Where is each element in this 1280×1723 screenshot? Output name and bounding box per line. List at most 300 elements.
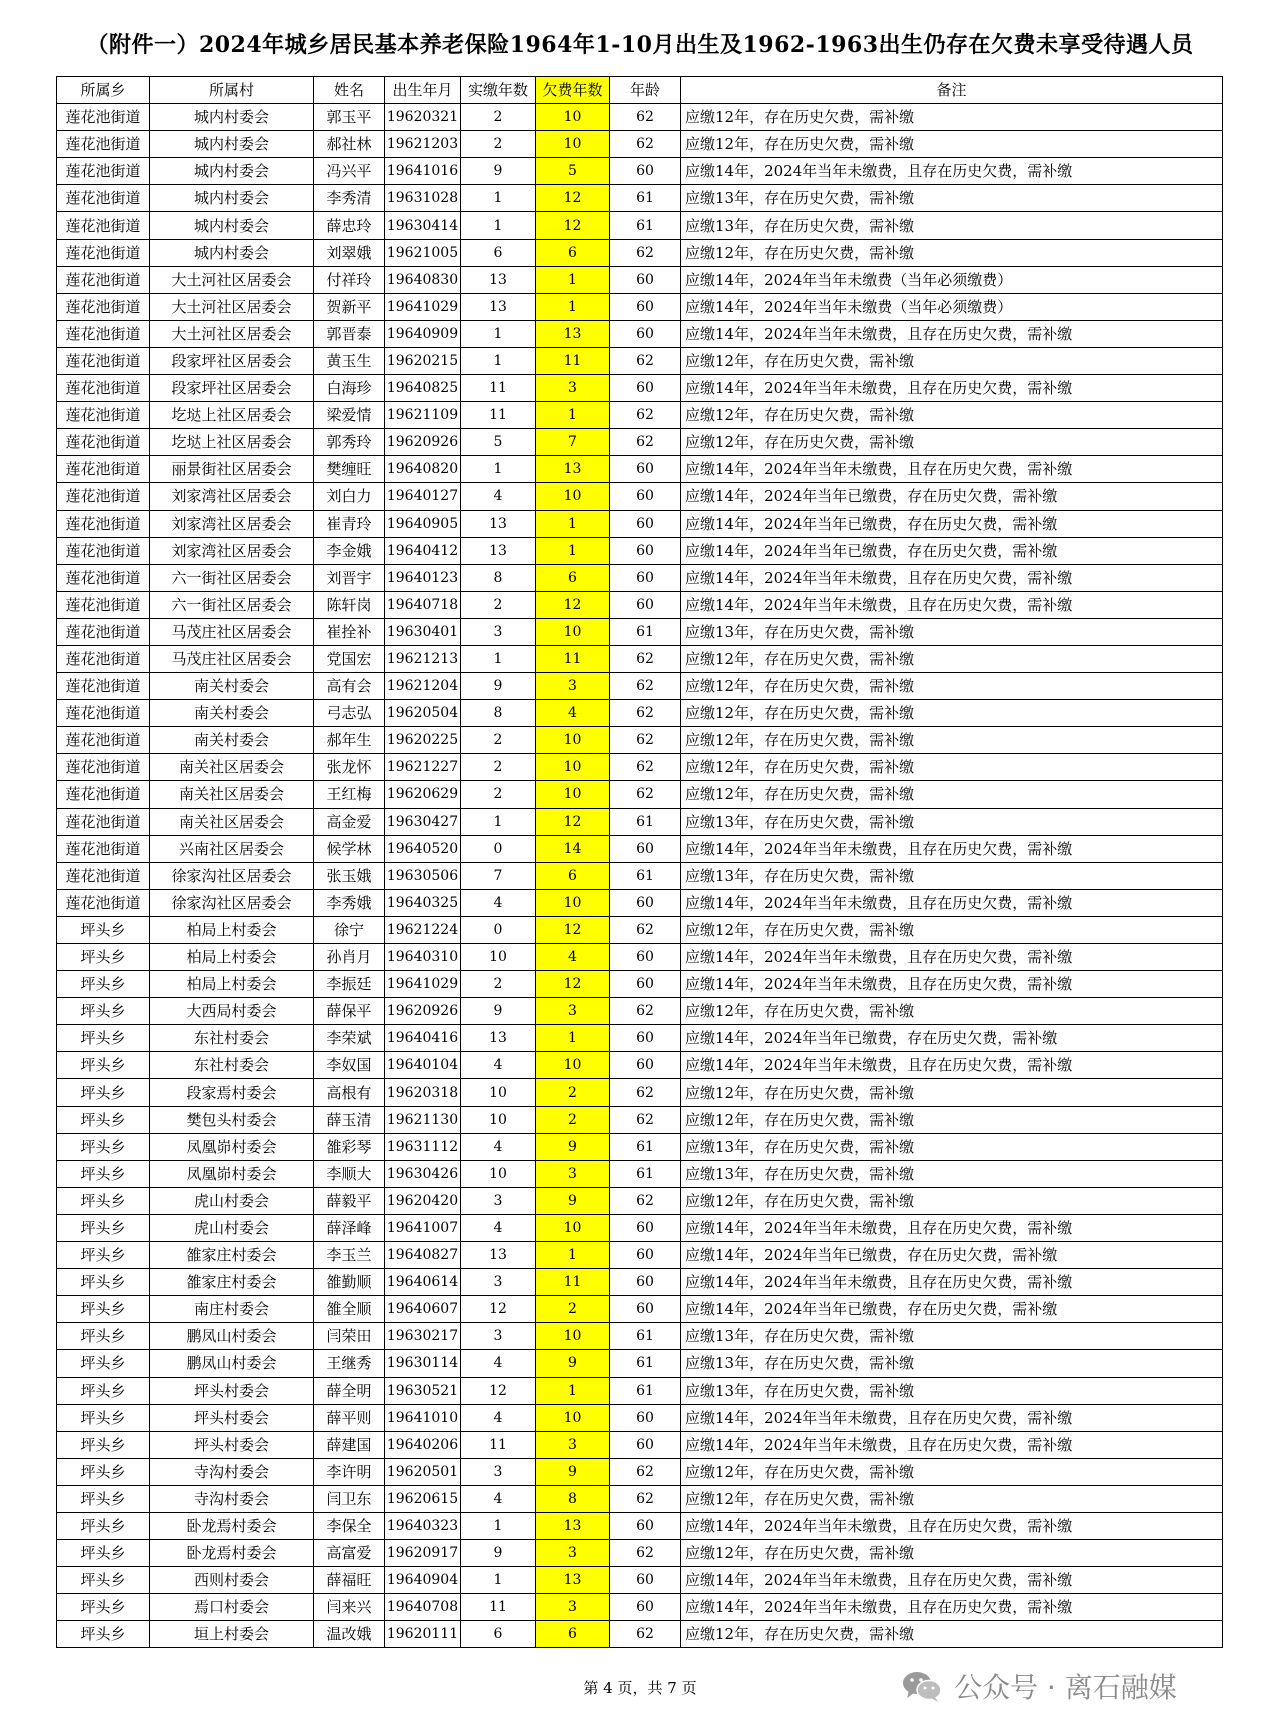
cell-township: 坪头乡 bbox=[57, 1323, 150, 1350]
cell-name: 李金娥 bbox=[314, 537, 385, 564]
cell-name: 黄玉生 bbox=[314, 347, 385, 374]
cell-village: 刘家湾社区居委会 bbox=[150, 510, 314, 537]
table-row bbox=[57, 1052, 1223, 1079]
cell-township: 坪头乡 bbox=[57, 1025, 150, 1052]
cell-birth-date: 19640827 bbox=[385, 1242, 461, 1269]
table-row bbox=[57, 510, 1223, 537]
cell-paid-years: 10 bbox=[461, 1106, 536, 1133]
cell-arrears-years: 7 bbox=[536, 429, 610, 456]
cell-name: 李荣斌 bbox=[314, 1025, 385, 1052]
cell-arrears-years: 10 bbox=[536, 131, 610, 158]
cell-arrears-years: 1 bbox=[536, 510, 610, 537]
cell-paid-years: 3 bbox=[461, 1269, 536, 1296]
cell-age: 61 bbox=[610, 185, 681, 212]
cell-birth-date: 19640123 bbox=[385, 564, 461, 591]
cell-birth-date: 19620501 bbox=[385, 1458, 461, 1485]
cell-village: 兴南社区居委会 bbox=[150, 835, 314, 862]
cell-name: 高富爱 bbox=[314, 1540, 385, 1567]
cell-name: 郝年生 bbox=[314, 727, 385, 754]
table-row bbox=[57, 1323, 1223, 1350]
table-row bbox=[57, 483, 1223, 510]
cell-birth-date: 19641010 bbox=[385, 1404, 461, 1431]
cell-township: 坪头乡 bbox=[57, 1404, 150, 1431]
table-row bbox=[57, 916, 1223, 943]
cell-township: 莲花池街道 bbox=[57, 212, 150, 239]
cell-paid-years: 11 bbox=[461, 1594, 536, 1621]
cell-name: 党国宏 bbox=[314, 645, 385, 672]
table-row bbox=[57, 1485, 1223, 1512]
wechat-icon bbox=[900, 1668, 944, 1704]
table-row bbox=[57, 944, 1223, 971]
cell-birth-date: 19630427 bbox=[385, 808, 461, 835]
cell-remarks: 应缴14年，2024年当年未缴费，且存在历史欠费，需补缴 bbox=[681, 1269, 1223, 1296]
cell-village: 六一街社区居委会 bbox=[150, 591, 314, 618]
cell-township: 莲花池街道 bbox=[57, 564, 150, 591]
cell-village: 东社村委会 bbox=[150, 1025, 314, 1052]
cell-township: 莲花池街道 bbox=[57, 781, 150, 808]
cell-township: 莲花池街道 bbox=[57, 591, 150, 618]
table-row bbox=[57, 456, 1223, 483]
cell-paid-years: 10 bbox=[461, 1160, 536, 1187]
cell-remarks: 应缴12年，存在历史欠费，需补缴 bbox=[681, 1187, 1223, 1214]
cell-remarks: 应缴14年，2024年当年未缴费（当年必须缴费） bbox=[681, 293, 1223, 320]
table-row bbox=[57, 320, 1223, 347]
cell-village: 圪垯上社区居委会 bbox=[150, 402, 314, 429]
cell-remarks: 应缴13年，存在历史欠费，需补缴 bbox=[681, 1377, 1223, 1404]
cell-village: 鹏凤山村委会 bbox=[150, 1323, 314, 1350]
table-row bbox=[57, 185, 1223, 212]
cell-age: 60 bbox=[610, 1025, 681, 1052]
cell-arrears-years: 12 bbox=[536, 808, 610, 835]
table-row bbox=[57, 1404, 1223, 1431]
cell-arrears-years: 13 bbox=[536, 456, 610, 483]
cell-arrears-years: 10 bbox=[536, 727, 610, 754]
cell-arrears-years: 12 bbox=[536, 591, 610, 618]
cell-age: 62 bbox=[610, 1079, 681, 1106]
cell-name: 张玉娥 bbox=[314, 862, 385, 889]
cell-age: 60 bbox=[610, 266, 681, 293]
cell-paid-years: 13 bbox=[461, 510, 536, 537]
cell-township: 坪头乡 bbox=[57, 1350, 150, 1377]
cell-village: 虎山村委会 bbox=[150, 1187, 314, 1214]
cell-remarks: 应缴12年，存在历史欠费，需补缴 bbox=[681, 1458, 1223, 1485]
cell-township: 坪头乡 bbox=[57, 1512, 150, 1539]
table-row bbox=[57, 158, 1223, 185]
cell-name: 高根有 bbox=[314, 1079, 385, 1106]
cell-village: 大土河社区居委会 bbox=[150, 266, 314, 293]
table-row bbox=[57, 239, 1223, 266]
table-row bbox=[57, 266, 1223, 293]
cell-arrears-years: 1 bbox=[536, 537, 610, 564]
cell-village: 南关社区居委会 bbox=[150, 754, 314, 781]
cell-birth-date: 19640830 bbox=[385, 266, 461, 293]
cell-birth-date: 19630217 bbox=[385, 1323, 461, 1350]
cell-paid-years: 2 bbox=[461, 104, 536, 131]
cell-age: 62 bbox=[610, 131, 681, 158]
table-row bbox=[57, 645, 1223, 672]
cell-village: 卧龙焉村委会 bbox=[150, 1512, 314, 1539]
cell-village: 城内村委会 bbox=[150, 239, 314, 266]
cell-remarks: 应缴13年，存在历史欠费，需补缴 bbox=[681, 1323, 1223, 1350]
watermark-text: 公众号 · 离石融媒 bbox=[954, 1671, 1177, 1704]
cell-remarks: 应缴14年，2024年当年未缴费，且存在历史欠费，需补缴 bbox=[681, 591, 1223, 618]
cell-age: 62 bbox=[610, 916, 681, 943]
table-row bbox=[57, 1133, 1223, 1160]
cell-name: 刘晋宇 bbox=[314, 564, 385, 591]
cell-name: 薛玉清 bbox=[314, 1106, 385, 1133]
cell-paid-years: 2 bbox=[461, 781, 536, 808]
cell-remarks: 应缴14年，2024年当年未缴费，且存在历史欠费，需补缴 bbox=[681, 375, 1223, 402]
table-row bbox=[57, 1567, 1223, 1594]
cell-township: 坪头乡 bbox=[57, 1187, 150, 1214]
cell-name: 郭秀玲 bbox=[314, 429, 385, 456]
cell-arrears-years: 10 bbox=[536, 483, 610, 510]
cell-age: 60 bbox=[610, 1214, 681, 1241]
cell-village: 城内村委会 bbox=[150, 212, 314, 239]
cell-arrears-years: 10 bbox=[536, 1052, 610, 1079]
cell-remarks: 应缴14年，2024年当年未缴费，且存在历史欠费，需补缴 bbox=[681, 158, 1223, 185]
cell-birth-date: 19640708 bbox=[385, 1594, 461, 1621]
cell-arrears-years: 3 bbox=[536, 673, 610, 700]
cell-remarks: 应缴14年，2024年当年已缴费，存在历史欠费，需补缴 bbox=[681, 1025, 1223, 1052]
cell-arrears-years: 3 bbox=[536, 1540, 610, 1567]
cell-name: 闫来兴 bbox=[314, 1594, 385, 1621]
cell-remarks: 应缴12年，存在历史欠费，需补缴 bbox=[681, 1106, 1223, 1133]
cell-village: 城内村委会 bbox=[150, 131, 314, 158]
cell-remarks: 应缴14年，2024年当年未缴费，且存在历史欠费，需补缴 bbox=[681, 971, 1223, 998]
table-row bbox=[57, 1594, 1223, 1621]
cell-township: 莲花池街道 bbox=[57, 754, 150, 781]
cell-paid-years: 4 bbox=[461, 889, 536, 916]
cell-remarks: 应缴12年，存在历史欠费，需补缴 bbox=[681, 727, 1223, 754]
cell-birth-date: 19620225 bbox=[385, 727, 461, 754]
cell-birth-date: 19640607 bbox=[385, 1296, 461, 1323]
cell-village: 柏局上村委会 bbox=[150, 944, 314, 971]
cell-birth-date: 19621109 bbox=[385, 402, 461, 429]
cell-birth-date: 19630414 bbox=[385, 212, 461, 239]
cell-township: 莲花池街道 bbox=[57, 347, 150, 374]
cell-arrears-years: 9 bbox=[536, 1350, 610, 1377]
cell-paid-years: 0 bbox=[461, 835, 536, 862]
cell-birth-date: 19621213 bbox=[385, 645, 461, 672]
cell-arrears-years: 3 bbox=[536, 1160, 610, 1187]
cell-remarks: 应缴12年，存在历史欠费，需补缴 bbox=[681, 673, 1223, 700]
cell-birth-date: 19640323 bbox=[385, 1512, 461, 1539]
cell-arrears-years: 10 bbox=[536, 754, 610, 781]
cell-village: 丽景街社区居委会 bbox=[150, 456, 314, 483]
table-row bbox=[57, 835, 1223, 862]
cell-village: 大土河社区居委会 bbox=[150, 293, 314, 320]
cell-age: 62 bbox=[610, 1485, 681, 1512]
cell-paid-years: 8 bbox=[461, 564, 536, 591]
cell-remarks: 应缴12年，存在历史欠费，需补缴 bbox=[681, 429, 1223, 456]
cell-paid-years: 1 bbox=[461, 320, 536, 347]
cell-birth-date: 19640718 bbox=[385, 591, 461, 618]
cell-village: 凤凰峁村委会 bbox=[150, 1160, 314, 1187]
cell-name: 薛毅平 bbox=[314, 1187, 385, 1214]
cell-paid-years: 4 bbox=[461, 1052, 536, 1079]
cell-name: 薛泽峰 bbox=[314, 1214, 385, 1241]
cell-paid-years: 8 bbox=[461, 700, 536, 727]
cell-township: 莲花池街道 bbox=[57, 537, 150, 564]
cell-township: 坪头乡 bbox=[57, 1540, 150, 1567]
cell-township: 坪头乡 bbox=[57, 1269, 150, 1296]
cell-birth-date: 19640416 bbox=[385, 1025, 461, 1052]
cell-name: 郭晋泰 bbox=[314, 320, 385, 347]
cell-township: 莲花池街道 bbox=[57, 483, 150, 510]
cell-name: 薛全明 bbox=[314, 1377, 385, 1404]
cell-name: 徐宁 bbox=[314, 916, 385, 943]
header-township: 所属乡 bbox=[57, 77, 150, 104]
cell-birth-date: 19630114 bbox=[385, 1350, 461, 1377]
cell-name: 温改娥 bbox=[314, 1621, 385, 1648]
cell-paid-years: 2 bbox=[461, 727, 536, 754]
cell-paid-years: 10 bbox=[461, 944, 536, 971]
cell-township: 莲花池街道 bbox=[57, 429, 150, 456]
cell-name: 郝社林 bbox=[314, 131, 385, 158]
cell-township: 坪头乡 bbox=[57, 1079, 150, 1106]
cell-township: 莲花池街道 bbox=[57, 618, 150, 645]
cell-birth-date: 19620926 bbox=[385, 429, 461, 456]
table-row bbox=[57, 1458, 1223, 1485]
cell-paid-years: 9 bbox=[461, 998, 536, 1025]
cell-paid-years: 2 bbox=[461, 591, 536, 618]
cell-paid-years: 1 bbox=[461, 456, 536, 483]
cell-township: 莲花池街道 bbox=[57, 889, 150, 916]
cell-name: 贺新平 bbox=[314, 293, 385, 320]
cell-age: 61 bbox=[610, 1377, 681, 1404]
cell-arrears-years: 4 bbox=[536, 944, 610, 971]
cell-township: 莲花池街道 bbox=[57, 700, 150, 727]
cell-arrears-years: 10 bbox=[536, 781, 610, 808]
cell-age: 60 bbox=[610, 456, 681, 483]
cell-remarks: 应缴13年，存在历史欠费，需补缴 bbox=[681, 1350, 1223, 1377]
cell-arrears-years: 10 bbox=[536, 1214, 610, 1241]
cell-age: 60 bbox=[610, 564, 681, 591]
cell-age: 61 bbox=[610, 618, 681, 645]
cell-township: 坪头乡 bbox=[57, 1214, 150, 1241]
table-row bbox=[57, 1106, 1223, 1133]
cell-remarks: 应缴14年，2024年当年未缴费，且存在历史欠费，需补缴 bbox=[681, 1594, 1223, 1621]
cell-paid-years: 13 bbox=[461, 266, 536, 293]
cell-age: 60 bbox=[610, 944, 681, 971]
cell-township: 莲花池街道 bbox=[57, 402, 150, 429]
cell-village: 马茂庄社区居委会 bbox=[150, 645, 314, 672]
cell-age: 62 bbox=[610, 754, 681, 781]
cell-village: 马茂庄社区居委会 bbox=[150, 618, 314, 645]
cell-remarks: 应缴13年，存在历史欠费，需补缴 bbox=[681, 1133, 1223, 1160]
cell-name: 李振廷 bbox=[314, 971, 385, 998]
cell-township: 莲花池街道 bbox=[57, 375, 150, 402]
header-arrears-years: 欠费年数 bbox=[536, 77, 610, 104]
cell-village: 柏局上村委会 bbox=[150, 971, 314, 998]
cell-arrears-years: 2 bbox=[536, 1106, 610, 1133]
cell-remarks: 应缴14年，2024年当年未缴费，且存在历史欠费，需补缴 bbox=[681, 889, 1223, 916]
cell-age: 60 bbox=[610, 510, 681, 537]
cell-birth-date: 19640520 bbox=[385, 835, 461, 862]
cell-remarks: 应缴12年，存在历史欠费，需补缴 bbox=[681, 104, 1223, 131]
cell-arrears-years: 12 bbox=[536, 916, 610, 943]
cell-name: 薛建国 bbox=[314, 1431, 385, 1458]
cell-village: 徐家沟社区居委会 bbox=[150, 889, 314, 916]
cell-name: 闫卫东 bbox=[314, 1485, 385, 1512]
cell-paid-years: 1 bbox=[461, 808, 536, 835]
cell-paid-years: 3 bbox=[461, 618, 536, 645]
cell-birth-date: 19621204 bbox=[385, 673, 461, 700]
cell-remarks: 应缴12年，存在历史欠费，需补缴 bbox=[681, 998, 1223, 1025]
cell-village: 徐家沟社区居委会 bbox=[150, 862, 314, 889]
cell-birth-date: 19621224 bbox=[385, 916, 461, 943]
cell-paid-years: 4 bbox=[461, 1214, 536, 1241]
cell-paid-years: 6 bbox=[461, 1621, 536, 1648]
cell-birth-date: 19620615 bbox=[385, 1485, 461, 1512]
cell-paid-years: 4 bbox=[461, 1133, 536, 1160]
cell-village: 鹏凤山村委会 bbox=[150, 1350, 314, 1377]
cell-name: 李顺大 bbox=[314, 1160, 385, 1187]
cell-name: 雒勤顺 bbox=[314, 1269, 385, 1296]
cell-township: 莲花池街道 bbox=[57, 645, 150, 672]
header-name: 姓名 bbox=[314, 77, 385, 104]
cell-age: 62 bbox=[610, 1106, 681, 1133]
cell-paid-years: 2 bbox=[461, 754, 536, 781]
cell-age: 62 bbox=[610, 998, 681, 1025]
cell-age: 61 bbox=[610, 808, 681, 835]
cell-village: 大土河社区居委会 bbox=[150, 320, 314, 347]
cell-village: 段家坪社区居委会 bbox=[150, 347, 314, 374]
cell-birth-date: 19641007 bbox=[385, 1214, 461, 1241]
cell-remarks: 应缴12年，存在历史欠费，需补缴 bbox=[681, 1485, 1223, 1512]
cell-birth-date: 19640905 bbox=[385, 510, 461, 537]
cell-remarks: 应缴13年，存在历史欠费，需补缴 bbox=[681, 862, 1223, 889]
cell-township: 莲花池街道 bbox=[57, 158, 150, 185]
cell-birth-date: 19641029 bbox=[385, 293, 461, 320]
cell-age: 62 bbox=[610, 700, 681, 727]
cell-name: 雒彩琴 bbox=[314, 1133, 385, 1160]
cell-age: 60 bbox=[610, 483, 681, 510]
cell-birth-date: 19640127 bbox=[385, 483, 461, 510]
table-row bbox=[57, 1242, 1223, 1269]
cell-township: 莲花池街道 bbox=[57, 266, 150, 293]
cell-age: 62 bbox=[610, 347, 681, 374]
cell-remarks: 应缴12年，存在历史欠费，需补缴 bbox=[681, 754, 1223, 781]
cell-arrears-years: 12 bbox=[536, 971, 610, 998]
cell-paid-years: 13 bbox=[461, 1025, 536, 1052]
header-birth-date: 出生年月 bbox=[385, 77, 461, 104]
cell-arrears-years: 12 bbox=[536, 185, 610, 212]
cell-age: 61 bbox=[610, 1133, 681, 1160]
cell-age: 60 bbox=[610, 1512, 681, 1539]
cell-birth-date: 19620917 bbox=[385, 1540, 461, 1567]
cell-name: 弓志弘 bbox=[314, 700, 385, 727]
cell-birth-date: 19640412 bbox=[385, 537, 461, 564]
cell-name: 高有会 bbox=[314, 673, 385, 700]
cell-arrears-years: 1 bbox=[536, 293, 610, 320]
cell-arrears-years: 3 bbox=[536, 375, 610, 402]
cell-arrears-years: 2 bbox=[536, 1079, 610, 1106]
cell-age: 60 bbox=[610, 375, 681, 402]
cell-village: 卧龙焉村委会 bbox=[150, 1540, 314, 1567]
cell-township: 莲花池街道 bbox=[57, 673, 150, 700]
cell-birth-date: 19641016 bbox=[385, 158, 461, 185]
cell-arrears-years: 13 bbox=[536, 1567, 610, 1594]
cell-arrears-years: 6 bbox=[536, 239, 610, 266]
page-title: （附件一）2024年城乡居民基本养老保险1964年1-10月出生及1962-1963出生仍存在欠费未享受待遇人员 bbox=[86, 32, 1194, 58]
table-row bbox=[57, 1269, 1223, 1296]
cell-name: 白海珍 bbox=[314, 375, 385, 402]
cell-name: 梁爱情 bbox=[314, 402, 385, 429]
cell-paid-years: 1 bbox=[461, 645, 536, 672]
table-header-row bbox=[57, 77, 1223, 104]
cell-age: 62 bbox=[610, 781, 681, 808]
cell-name: 雒全顺 bbox=[314, 1296, 385, 1323]
table-row bbox=[57, 537, 1223, 564]
cell-birth-date: 19631028 bbox=[385, 185, 461, 212]
cell-village: 大西局村委会 bbox=[150, 998, 314, 1025]
table-row bbox=[57, 971, 1223, 998]
cell-name: 刘翠娥 bbox=[314, 239, 385, 266]
cell-remarks: 应缴14年，2024年当年未缴费，且存在历史欠费，需补缴 bbox=[681, 564, 1223, 591]
cell-birth-date: 19620926 bbox=[385, 998, 461, 1025]
cell-arrears-years: 10 bbox=[536, 104, 610, 131]
cell-township: 坪头乡 bbox=[57, 1160, 150, 1187]
cell-age: 62 bbox=[610, 104, 681, 131]
cell-township: 坪头乡 bbox=[57, 1594, 150, 1621]
cell-age: 62 bbox=[610, 239, 681, 266]
cell-remarks: 应缴14年，2024年当年已缴费，存在历史欠费，需补缴 bbox=[681, 537, 1223, 564]
table-row bbox=[57, 429, 1223, 456]
cell-arrears-years: 5 bbox=[536, 158, 610, 185]
cell-age: 62 bbox=[610, 673, 681, 700]
cell-name: 陈轩岗 bbox=[314, 591, 385, 618]
table-row bbox=[57, 402, 1223, 429]
cell-age: 60 bbox=[610, 320, 681, 347]
cell-township: 莲花池街道 bbox=[57, 862, 150, 889]
table-row bbox=[57, 347, 1223, 374]
page-footer: 第 4 页，共 7 页 bbox=[583, 1679, 697, 1697]
cell-paid-years: 1 bbox=[461, 212, 536, 239]
table-row bbox=[57, 1350, 1223, 1377]
table-row bbox=[57, 998, 1223, 1025]
cell-name: 李玉兰 bbox=[314, 1242, 385, 1269]
cell-age: 61 bbox=[610, 1350, 681, 1377]
cell-age: 62 bbox=[610, 1458, 681, 1485]
cell-village: 东社村委会 bbox=[150, 1052, 314, 1079]
cell-township: 莲花池街道 bbox=[57, 510, 150, 537]
table-row bbox=[57, 1296, 1223, 1323]
cell-age: 60 bbox=[610, 889, 681, 916]
cell-birth-date: 19620504 bbox=[385, 700, 461, 727]
cell-arrears-years: 10 bbox=[536, 618, 610, 645]
cell-remarks: 应缴12年，存在历史欠费，需补缴 bbox=[681, 916, 1223, 943]
cell-village: 南关村委会 bbox=[150, 727, 314, 754]
cell-paid-years: 3 bbox=[461, 1458, 536, 1485]
cell-arrears-years: 1 bbox=[536, 402, 610, 429]
cell-township: 莲花池街道 bbox=[57, 835, 150, 862]
cell-age: 60 bbox=[610, 1567, 681, 1594]
cell-arrears-years: 11 bbox=[536, 347, 610, 374]
table-row bbox=[57, 591, 1223, 618]
cell-village: 坪头村委会 bbox=[150, 1404, 314, 1431]
cell-remarks: 应缴12年，存在历史欠费，需补缴 bbox=[681, 700, 1223, 727]
cell-birth-date: 19640820 bbox=[385, 456, 461, 483]
cell-village: 虎山村委会 bbox=[150, 1214, 314, 1241]
cell-village: 垣上村委会 bbox=[150, 1621, 314, 1648]
table-row bbox=[57, 564, 1223, 591]
cell-paid-years: 13 bbox=[461, 1242, 536, 1269]
cell-remarks: 应缴14年，2024年当年未缴费，且存在历史欠费，需补缴 bbox=[681, 1431, 1223, 1458]
cell-birth-date: 19640104 bbox=[385, 1052, 461, 1079]
cell-paid-years: 9 bbox=[461, 673, 536, 700]
